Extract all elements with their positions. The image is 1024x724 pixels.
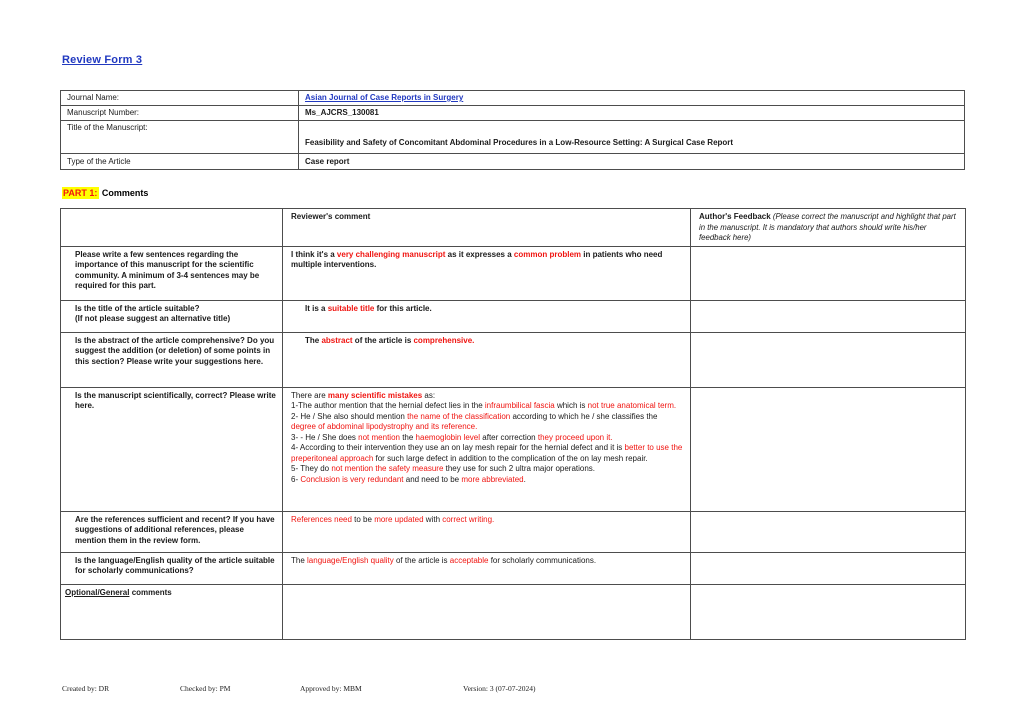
reviewer-comment-cell: I think it's a very challenging manuscript as it expresses a common problem in patients who need multiple interventions. [283,246,691,300]
footer-checked-by: Checked by: PM [180,684,231,693]
reviewer-comment-cell: There are many scientific mistakes as: 1-The author mention that the hernial defect lies in the infraumbilical fascia which is not true anatomical term. 2- He / She also should mention the name of the classification according to which he / she classifies the degree of abdominal lipodystrophy and its reference. 3- - He / She does not mention the haemoglobin level after correction they proceed upon it. 4- According to their intervention they use an on lay mesh repair for the hernial defect and it is better to use the preperitoneal approach for such large defect in addition to the complication of the on lay mesh repair. 5- They do not mention the safety measure they use for such 2 ultra major operations. 6- Conclusion is very redundant and need to be more abbreviated. [283,387,691,511]
journal-link[interactable]: Asian Journal of Case Reports in Surgery [305,93,464,102]
info-row-manuscript-number [61,106,965,121]
question-cell: Optional/General comments [61,584,283,639]
table-row-title-suitable [61,300,966,332]
author-feedback-cell [691,584,966,639]
comments-header-row [61,209,966,247]
header-empty-cell [61,209,283,247]
question-cell: Please write a few sentences regarding the importance of this manuscript for the scientific community. A minimum of 3-4 sentences may be required for this part. [61,246,283,300]
author-feedback-header-italic: (Please correct the manuscript and highlight that part in the manuscript. It is mandatory that authors should write his/her feedback here) [699,212,956,242]
question-cell: Are the references sufficient and recent? If you have suggestions of additional references, please mention them in the review form. [61,511,283,552]
author-feedback-cell [691,332,966,387]
reviewer-comment-cell: The abstract of the article is comprehensive. [283,332,691,387]
manuscript-title-value: Feasibility and Safety of Concomitant Abdominal Procedures in a Low-Resource Setting: A Surgical Case Report [299,121,965,154]
part1-title: Comments [99,188,149,198]
article-type-label: Type of the Article [61,154,299,170]
author-feedback-header [691,209,966,247]
table-row-abstract [61,332,966,387]
info-row-title [61,121,965,154]
table-row-references [61,511,966,552]
reviewer-comment-cell: The language/English quality of the article is acceptable for scholarly communications. [283,552,691,584]
reviewer-comment-cell [283,584,691,639]
author-feedback-cell [691,300,966,332]
manuscript-info-table [60,90,965,170]
footer-approved-by: Approved by: MBM [300,684,362,693]
author-feedback-cell [691,246,966,300]
manuscript-number-value: Ms_AJCRS_130081 [299,106,965,121]
question-cell: Is the language/English quality of the article suitable for scholarly communications? [61,552,283,584]
reviewer-comment-header: Reviewer's comment [283,209,691,247]
question-cell: Is the title of the article suitable? (If not please suggest an alternative title) [61,300,283,332]
table-row-optional-comments [61,584,966,639]
page-footer [60,684,965,698]
article-type-value: Case report [299,154,965,170]
footer-created-by: Created by: DR [62,684,110,693]
manuscript-number-label: Manuscript Number: [61,106,299,121]
page-title-link[interactable]: Review Form 3 [62,54,143,66]
reviewer-comment-cell: It is a suitable title for this article. [283,300,691,332]
comments-table [60,208,966,640]
question-cell: Is the abstract of the article comprehensive? Do you suggest the addition (or deletion) of some points in this section? Please write your suggestions here. [61,332,283,387]
author-feedback-header-bold: Author's Feedback [699,212,771,221]
part1-heading [62,188,148,198]
info-row-journal [61,91,965,106]
table-row-importance [61,246,966,300]
manuscript-title-label: Title of the Manuscript: [61,121,299,154]
journal-name-value [299,91,965,106]
table-row-language-quality [61,552,966,584]
author-feedback-cell [691,511,966,552]
author-feedback-cell [691,387,966,511]
author-feedback-cell [691,552,966,584]
part1-label-highlight: PART 1: [63,188,98,198]
info-row-article-type [61,154,965,170]
question-cell: Is the manuscript scientifically, correct? Please write here. [61,387,283,511]
footer-version: Version: 3 (07-07-2024) [463,684,536,693]
table-row-scientific-correctness [61,387,966,511]
journal-name-label: Journal Name: [61,91,299,106]
reviewer-comment-cell: References need to be more updated with correct writing. [283,511,691,552]
